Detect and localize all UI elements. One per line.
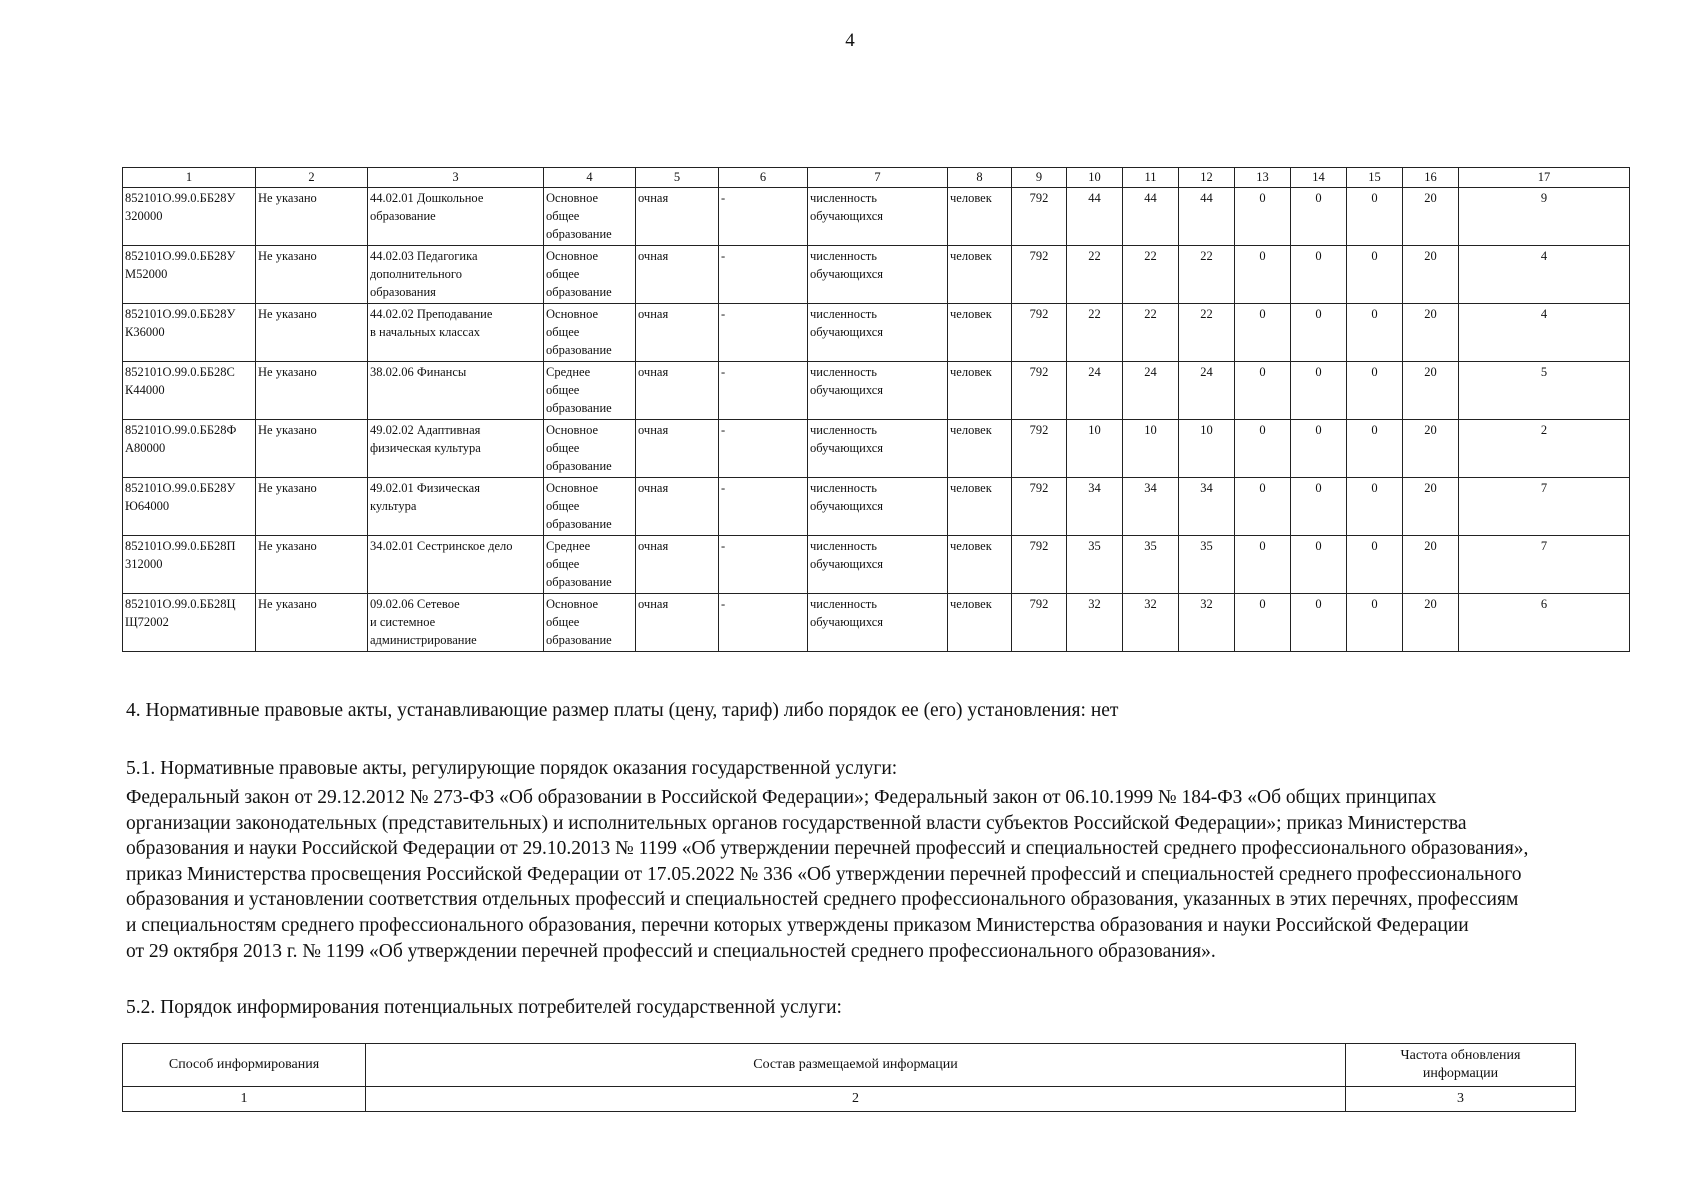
- value-cell: 24: [1123, 362, 1179, 420]
- value-cell: 24: [1067, 362, 1123, 420]
- study-form-cell: очная: [636, 362, 719, 420]
- registry-code: 852101О.99.0.ББ28Ф А80000: [123, 420, 256, 478]
- info-header-frequency: Частота обновления информации: [1346, 1044, 1576, 1087]
- table-row: [123, 420, 1630, 478]
- info-header-method: Способ информирования: [123, 1044, 366, 1087]
- table-header-row: [123, 168, 1630, 188]
- okei-code-cell: 792: [1012, 420, 1067, 478]
- value-cell: 22: [1179, 246, 1235, 304]
- value-cell: 20: [1403, 188, 1459, 246]
- info-table-header-row: [123, 1044, 1576, 1087]
- okei-code-cell: 792: [1012, 478, 1067, 536]
- value-cell: 35: [1123, 536, 1179, 594]
- section-5-1-line: образования и науки Российской Федерации от 29.10.2013 № 1199 «Об утверждении перечней профессий и специальностей среднего профессионального образования»,: [126, 838, 1529, 860]
- column-number: 13: [1235, 168, 1291, 188]
- unit-cell: человек: [948, 246, 1012, 304]
- value-cell: 0: [1291, 246, 1347, 304]
- empty-cell: -: [719, 188, 808, 246]
- column-number: 16: [1403, 168, 1459, 188]
- value-cell: 9: [1459, 188, 1630, 246]
- value-cell: 0: [1347, 246, 1403, 304]
- value-cell: 0: [1347, 536, 1403, 594]
- column-number: 10: [1067, 168, 1123, 188]
- empty-cell: -: [719, 594, 808, 652]
- section-5-1-line: организации законодательных (представительных) и исполнительных органов государственной власти субъектов Российской Федерации»; приказ Министерства: [126, 812, 1467, 834]
- value-cell: 44: [1067, 188, 1123, 246]
- characteristic-cell: Не указано: [256, 188, 368, 246]
- unit-cell: человек: [948, 420, 1012, 478]
- empty-cell: -: [719, 246, 808, 304]
- page-number: 4: [845, 30, 855, 51]
- characteristic-cell: Не указано: [256, 420, 368, 478]
- value-cell: 22: [1067, 304, 1123, 362]
- value-cell: 34: [1179, 478, 1235, 536]
- value-cell: 4: [1459, 246, 1630, 304]
- registry-code: 852101О.99.0.ББ28У Ю64000: [123, 478, 256, 536]
- value-cell: 0: [1235, 420, 1291, 478]
- study-form-cell: очная: [636, 536, 719, 594]
- education-base-cell: Основное общее образование: [544, 420, 636, 478]
- registry-code: 852101О.99.0.ББ28П 312000: [123, 536, 256, 594]
- value-cell: 0: [1235, 304, 1291, 362]
- education-base-cell: Основное общее образование: [544, 478, 636, 536]
- empty-cell: -: [719, 304, 808, 362]
- table-row: [123, 246, 1630, 304]
- registry-code: 852101О.99.0.ББ28У М52000: [123, 246, 256, 304]
- indicator-name-cell: численность обучающихся: [808, 594, 948, 652]
- okei-code-cell: 792: [1012, 188, 1067, 246]
- program-cell: 49.02.01 Физическая культура: [368, 478, 544, 536]
- value-cell: 0: [1347, 420, 1403, 478]
- value-cell: 0: [1291, 362, 1347, 420]
- unit-cell: человек: [948, 188, 1012, 246]
- unit-cell: человек: [948, 362, 1012, 420]
- column-number: 1: [123, 168, 256, 188]
- info-col-number: 2: [366, 1087, 1346, 1112]
- info-table-number-row: [123, 1087, 1576, 1112]
- value-cell: 34: [1123, 478, 1179, 536]
- value-cell: 20: [1403, 420, 1459, 478]
- value-cell: 0: [1347, 304, 1403, 362]
- empty-cell: -: [719, 478, 808, 536]
- study-form-cell: очная: [636, 304, 719, 362]
- column-number: 8: [948, 168, 1012, 188]
- value-cell: 0: [1235, 362, 1291, 420]
- empty-cell: -: [719, 420, 808, 478]
- value-cell: 0: [1291, 188, 1347, 246]
- section-5-1-line: от 29 октября 2013 г. № 1199 «Об утверждении перечней профессий и специальностей среднего профессионального образования».: [126, 940, 1216, 962]
- program-cell: 38.02.06 Финансы: [368, 362, 544, 420]
- education-base-cell: Основное общее образование: [544, 246, 636, 304]
- value-cell: 22: [1179, 304, 1235, 362]
- value-cell: 20: [1403, 304, 1459, 362]
- services-volume-table: [122, 167, 1630, 652]
- table-row: [123, 536, 1630, 594]
- column-number: 2: [256, 168, 368, 188]
- info-header-content: Состав размещаемой информации: [366, 1044, 1346, 1087]
- study-form-cell: очная: [636, 594, 719, 652]
- registry-code: 852101О.99.0.ББ28У К36000: [123, 304, 256, 362]
- section-5-1-line: и специальностям среднего профессионального образования, перечни которых утверждены приказом Министерства образования и науки Российской Федерации: [126, 914, 1469, 936]
- unit-cell: человек: [948, 478, 1012, 536]
- value-cell: 5: [1459, 362, 1630, 420]
- section-5-1-line: приказ Министерства просвещения Российской Федерации от 17.05.2022 № 336 «Об утверждении перечней профессий и специальностей среднего профессионального: [126, 863, 1522, 885]
- column-number: 15: [1347, 168, 1403, 188]
- program-cell: 34.02.01 Сестринское дело: [368, 536, 544, 594]
- value-cell: 0: [1235, 246, 1291, 304]
- value-cell: 20: [1403, 536, 1459, 594]
- table-row: [123, 594, 1630, 652]
- value-cell: 0: [1347, 594, 1403, 652]
- section-5-1-line: образования и установлении соответствия отдельных профессий и специальностей среднего профессионального образования, указанных в этих перечнях, профессиям: [126, 889, 1519, 911]
- registry-code: 852101О.99.0.ББ28У 320000: [123, 188, 256, 246]
- value-cell: 10: [1179, 420, 1235, 478]
- characteristic-cell: Не указано: [256, 362, 368, 420]
- value-cell: 0: [1235, 188, 1291, 246]
- value-cell: 0: [1291, 536, 1347, 594]
- unit-cell: человек: [948, 536, 1012, 594]
- value-cell: 0: [1235, 594, 1291, 652]
- information-table: [122, 1043, 1576, 1112]
- info-col-number: 1: [123, 1087, 366, 1112]
- value-cell: 6: [1459, 594, 1630, 652]
- education-base-cell: Основное общее образование: [544, 188, 636, 246]
- unit-cell: человек: [948, 594, 1012, 652]
- value-cell: 10: [1123, 420, 1179, 478]
- program-cell: 44.02.01 Дошкольное образование: [368, 188, 544, 246]
- column-number: 11: [1123, 168, 1179, 188]
- empty-cell: -: [719, 362, 808, 420]
- indicator-name-cell: численность обучающихся: [808, 246, 948, 304]
- value-cell: 24: [1179, 362, 1235, 420]
- program-cell: 49.02.02 Адаптивная физическая культура: [368, 420, 544, 478]
- value-cell: 0: [1291, 594, 1347, 652]
- table-row: [123, 304, 1630, 362]
- program-cell: 44.02.03 Педагогика дополнительного образования: [368, 246, 544, 304]
- value-cell: 22: [1067, 246, 1123, 304]
- okei-code-cell: 792: [1012, 594, 1067, 652]
- indicator-name-cell: численность обучающихся: [808, 304, 948, 362]
- characteristic-cell: Не указано: [256, 536, 368, 594]
- indicator-name-cell: численность обучающихся: [808, 188, 948, 246]
- value-cell: 4: [1459, 304, 1630, 362]
- value-cell: 10: [1067, 420, 1123, 478]
- value-cell: 34: [1067, 478, 1123, 536]
- program-cell: 44.02.02 Преподавание в начальных классах: [368, 304, 544, 362]
- table-row: [123, 478, 1630, 536]
- column-number: 6: [719, 168, 808, 188]
- column-number: 9: [1012, 168, 1067, 188]
- table-row: [123, 188, 1630, 246]
- column-number: 4: [544, 168, 636, 188]
- empty-cell: -: [719, 536, 808, 594]
- value-cell: 20: [1403, 362, 1459, 420]
- table-row: [123, 362, 1630, 420]
- okei-code-cell: 792: [1012, 362, 1067, 420]
- characteristic-cell: Не указано: [256, 246, 368, 304]
- characteristic-cell: Не указано: [256, 478, 368, 536]
- value-cell: 20: [1403, 478, 1459, 536]
- value-cell: 20: [1403, 246, 1459, 304]
- value-cell: 32: [1067, 594, 1123, 652]
- value-cell: 44: [1179, 188, 1235, 246]
- value-cell: 7: [1459, 478, 1630, 536]
- value-cell: 0: [1347, 188, 1403, 246]
- section-5-1-title: 5.1. Нормативные правовые акты, регулирующие порядок оказания государственной услуги:: [126, 758, 898, 779]
- section-5-2-title: 5.2. Порядок информирования потенциальных потребителей государственной услуги:: [126, 997, 842, 1018]
- column-number: 12: [1179, 168, 1235, 188]
- value-cell: 7: [1459, 536, 1630, 594]
- program-cell: 09.02.06 Сетевое и системное администрирование: [368, 594, 544, 652]
- study-form-cell: очная: [636, 246, 719, 304]
- education-base-cell: Среднее общее образование: [544, 536, 636, 594]
- indicator-name-cell: численность обучающихся: [808, 478, 948, 536]
- info-col-number: 3: [1346, 1087, 1576, 1112]
- education-base-cell: Среднее общее образование: [544, 362, 636, 420]
- unit-cell: человек: [948, 304, 1012, 362]
- okei-code-cell: 792: [1012, 536, 1067, 594]
- characteristic-cell: Не указано: [256, 304, 368, 362]
- registry-code: 852101О.99.0.ББ28Ц Щ72002: [123, 594, 256, 652]
- value-cell: 0: [1291, 420, 1347, 478]
- value-cell: 35: [1179, 536, 1235, 594]
- value-cell: 0: [1291, 478, 1347, 536]
- column-number: 7: [808, 168, 948, 188]
- indicator-name-cell: численность обучающихся: [808, 362, 948, 420]
- value-cell: 44: [1123, 188, 1179, 246]
- education-base-cell: Основное общее образование: [544, 304, 636, 362]
- study-form-cell: очная: [636, 478, 719, 536]
- characteristic-cell: Не указано: [256, 594, 368, 652]
- value-cell: 32: [1179, 594, 1235, 652]
- value-cell: 0: [1235, 478, 1291, 536]
- section-4-text: 4. Нормативные правовые акты, устанавливающие размер платы (цену, тариф) либо порядок ее (его) установления: нет: [126, 700, 1119, 721]
- okei-code-cell: 792: [1012, 304, 1067, 362]
- value-cell: 20: [1403, 594, 1459, 652]
- section-5-1-line: Федеральный закон от 29.12.2012 № 273-ФЗ «Об образовании в Российской Федерации»; Федеральный закон от 06.10.1999 № 184-ФЗ «Об общих принципах: [126, 787, 1437, 808]
- okei-code-cell: 792: [1012, 246, 1067, 304]
- value-cell: 0: [1235, 536, 1291, 594]
- education-base-cell: Основное общее образование: [544, 594, 636, 652]
- study-form-cell: очная: [636, 188, 719, 246]
- value-cell: 32: [1123, 594, 1179, 652]
- column-number: 5: [636, 168, 719, 188]
- column-number: 17: [1459, 168, 1630, 188]
- value-cell: 22: [1123, 304, 1179, 362]
- value-cell: 2: [1459, 420, 1630, 478]
- indicator-name-cell: численность обучающихся: [808, 420, 948, 478]
- value-cell: 0: [1347, 362, 1403, 420]
- section-5-1-body: [126, 785, 1586, 964]
- value-cell: 22: [1123, 246, 1179, 304]
- column-number: 3: [368, 168, 544, 188]
- indicator-name-cell: численность обучающихся: [808, 536, 948, 594]
- value-cell: 35: [1067, 536, 1123, 594]
- study-form-cell: очная: [636, 420, 719, 478]
- value-cell: 0: [1347, 478, 1403, 536]
- column-number: 14: [1291, 168, 1347, 188]
- value-cell: 0: [1291, 304, 1347, 362]
- registry-code: 852101О.99.0.ББ28С К44000: [123, 362, 256, 420]
